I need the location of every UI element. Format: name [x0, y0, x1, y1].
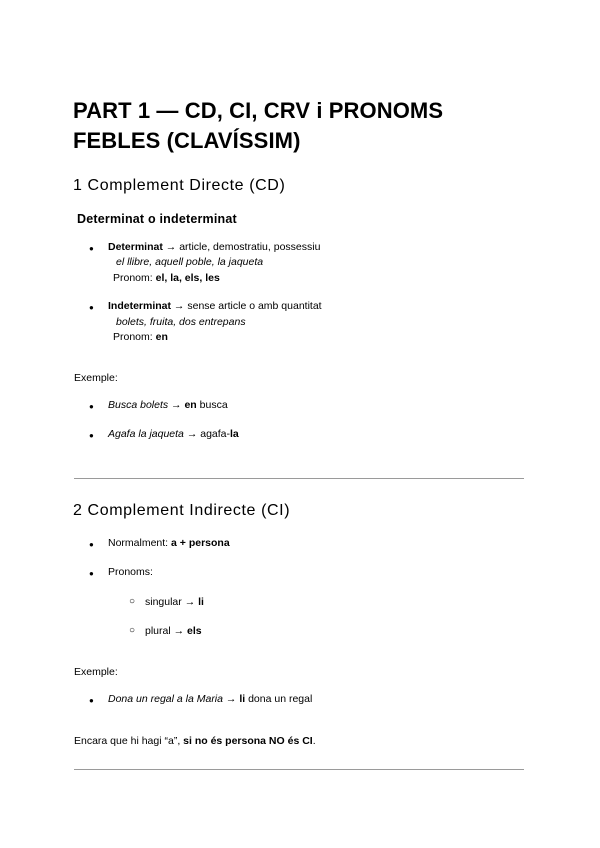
determinat-desc: → article, demostratiu, possessiu — [162, 241, 321, 253]
ci-note-pre: Encara que hi hagi “a”, — [74, 735, 184, 747]
ci-singular-value: li — [198, 596, 204, 608]
bullet-icon: ● — [89, 569, 94, 578]
ci-note — [74, 735, 316, 747]
circle-bullet-icon: ○ — [129, 596, 136, 607]
ci-example-1-bold: li — [239, 693, 246, 705]
bullet-icon: ● — [89, 402, 94, 411]
ci-normalment-label: Normalment: — [108, 537, 172, 549]
cd-example-1-arrow: → — [168, 399, 185, 411]
ci-example-1 — [108, 693, 312, 705]
determinat-pronom — [113, 272, 220, 284]
ci-plural — [145, 625, 202, 637]
indeterminat-pronom-value: en — [155, 331, 168, 343]
indeterminat-line — [108, 300, 322, 312]
cd-example-1-bold: en — [184, 399, 197, 411]
cd-example-1-italic: Busca bolets — [108, 399, 169, 411]
ci-plural-value: els — [187, 625, 202, 637]
section-divider — [74, 769, 524, 770]
determinat-line — [108, 241, 320, 253]
indeterminat-examples: bolets, fruita, dos entrepans — [116, 316, 246, 328]
indeterminat-desc: → sense article o amb quantitat — [171, 300, 322, 312]
bullet-icon: ● — [89, 540, 94, 549]
bullet-icon: ● — [89, 431, 94, 440]
ci-note-post: . — [312, 735, 316, 747]
section-heading-ci: 2 Complement Indirecte (CI) — [73, 502, 291, 519]
ci-example-label: Exemple: — [74, 666, 118, 678]
ci-singular — [145, 596, 204, 608]
cd-example-1-rest: busca — [196, 399, 228, 411]
cd-example-2 — [108, 428, 239, 440]
cd-example-2-bold: la — [230, 428, 239, 440]
determinat-term: Determinat — [108, 241, 163, 253]
bullet-icon: ● — [89, 696, 94, 705]
cd-example-1 — [108, 399, 228, 411]
ci-pronoms-label: Pronoms: — [108, 566, 153, 578]
section-heading-cd: 1 Complement Directe (CD) — [73, 177, 286, 194]
determinat-pronom-value: el, la, els, les — [155, 272, 220, 284]
ci-plural-label: plural → — [145, 625, 188, 637]
determinat-pronom-label: Pronom: — [113, 272, 156, 284]
cd-example-2-arrow: → agafa- — [183, 428, 231, 440]
ci-normalment — [108, 537, 230, 549]
page-title: PART 1 — CD, CI, CRV i PRONOMS FEBLES (CLAVÍSSIM) — [73, 98, 444, 153]
subheading-determinat: Determinat o indeterminat — [77, 212, 237, 226]
ci-example-1-arrow: → — [222, 693, 240, 705]
circle-bullet-icon: ○ — [129, 625, 136, 636]
cd-example-2-italic: Agafa la jaqueta — [108, 428, 184, 440]
cd-example-label: Exemple: — [74, 372, 118, 384]
indeterminat-pronom-label: Pronom: — [113, 331, 156, 343]
determinat-examples: el llibre, aquell poble, la jaqueta — [116, 256, 264, 268]
ci-example-1-italic: Dona un regal a la Maria — [108, 693, 223, 705]
indeterminat-term: Indeterminat — [108, 300, 172, 312]
ci-normalment-value: a + persona — [171, 537, 230, 549]
ci-note-bold: si no és persona NO és CI — [183, 735, 313, 747]
indeterminat-pronom — [113, 331, 168, 343]
bullet-icon: ● — [89, 303, 94, 312]
bullet-icon: ● — [89, 244, 94, 253]
ci-example-1-rest: dona un regal — [245, 693, 313, 705]
section-divider — [74, 478, 524, 479]
ci-singular-label: singular → — [145, 596, 199, 608]
